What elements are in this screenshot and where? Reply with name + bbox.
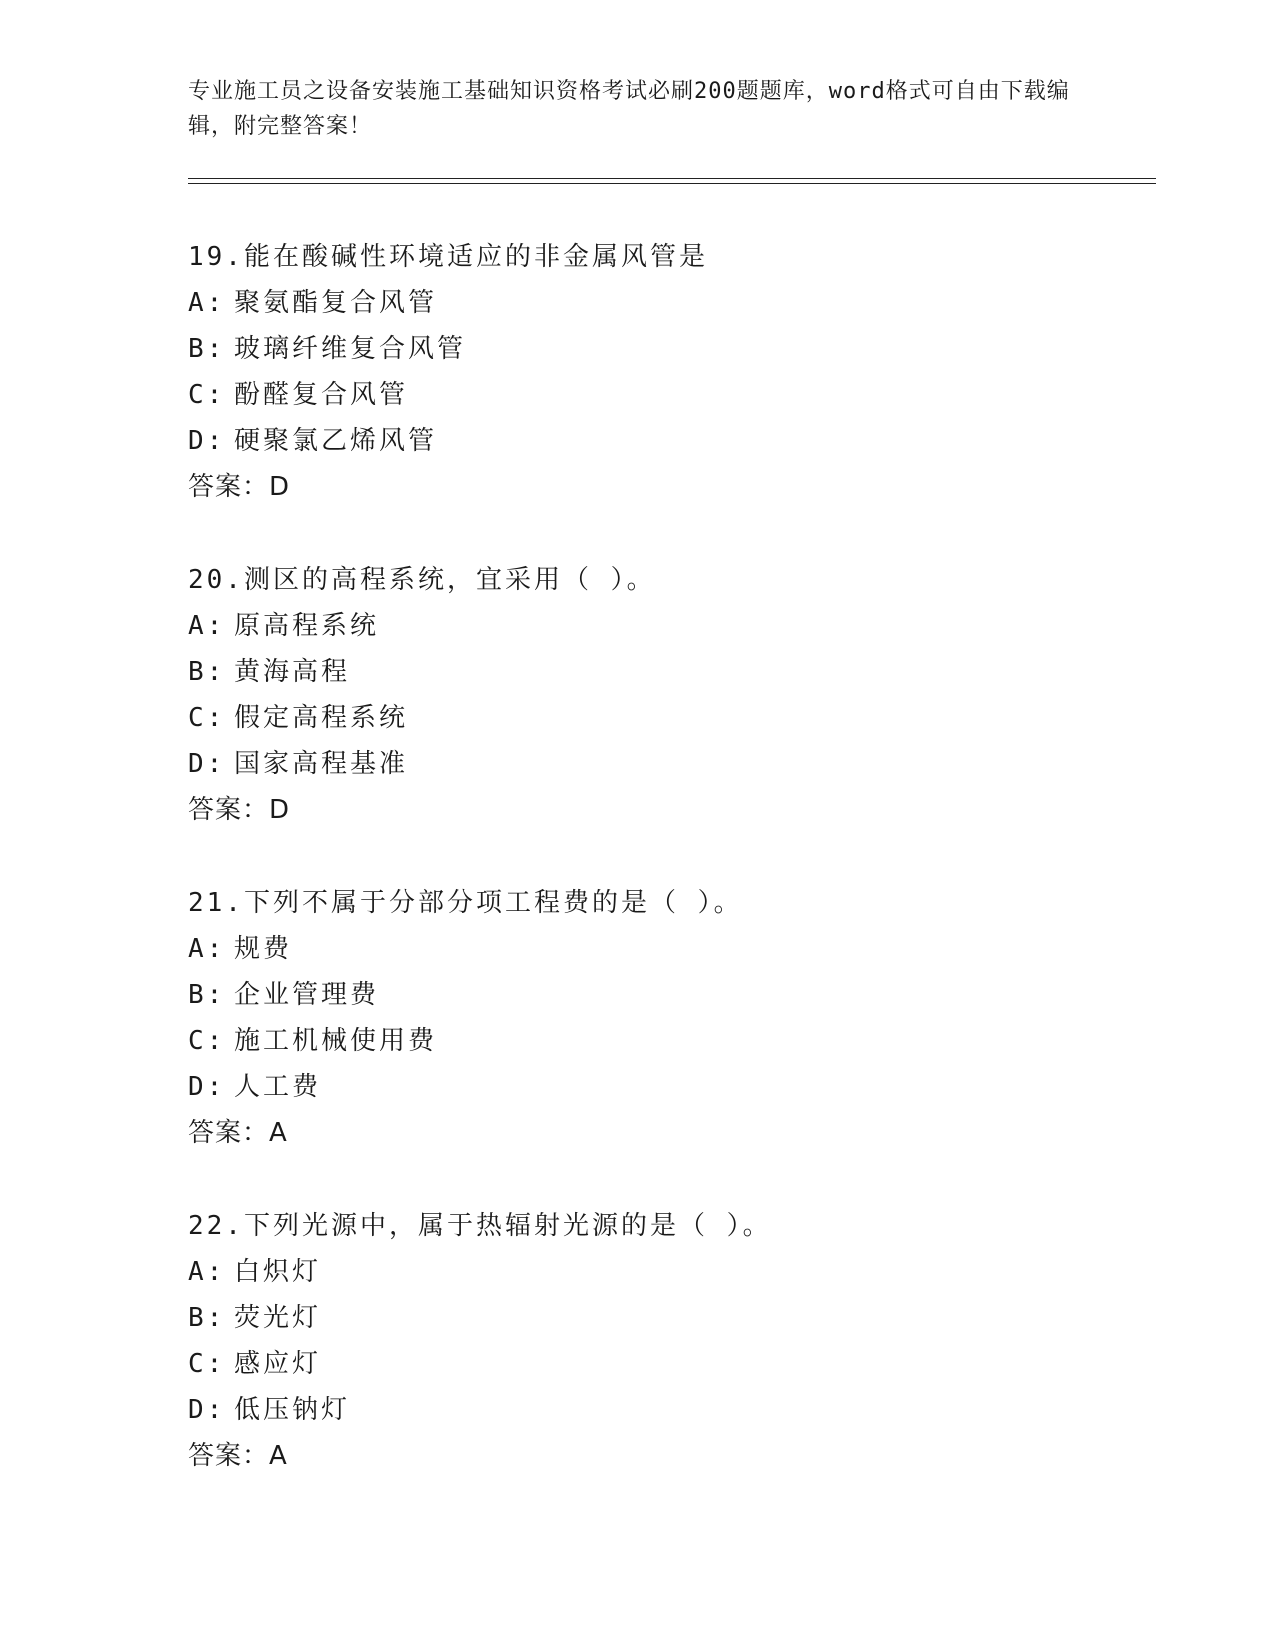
option-letter: C: bbox=[188, 1026, 226, 1056]
option-letter: B: bbox=[188, 980, 226, 1010]
question-stem: 22.下列光源中，属于热辐射光源的是（ ）。 bbox=[188, 1211, 772, 1241]
option-text: 企业管理费 bbox=[234, 980, 380, 1010]
option-text: 假定高程系统 bbox=[234, 703, 409, 733]
question-stem: 20.测区的高程系统，宜采用（ ）。 bbox=[188, 565, 656, 595]
option-a bbox=[188, 280, 1148, 326]
option-letter: D: bbox=[188, 749, 226, 779]
option-text: 国家高程基准 bbox=[234, 749, 409, 779]
option-b bbox=[188, 972, 1148, 1018]
question-21 bbox=[188, 880, 1148, 1156]
option-c bbox=[188, 1341, 1148, 1387]
option-b bbox=[188, 1295, 1148, 1341]
question-22 bbox=[188, 1203, 1148, 1479]
option-text: 原高程系统 bbox=[234, 611, 380, 641]
answer-line: 答案：A bbox=[188, 1441, 288, 1471]
option-d bbox=[188, 1387, 1148, 1433]
answer-line: 答案：D bbox=[188, 472, 291, 502]
option-text: 规费 bbox=[234, 934, 293, 964]
option-letter: C: bbox=[188, 380, 226, 410]
question-20 bbox=[188, 557, 1148, 833]
option-letter: B: bbox=[188, 334, 226, 364]
option-d bbox=[188, 741, 1148, 787]
option-letter: A: bbox=[188, 288, 226, 318]
option-b bbox=[188, 649, 1148, 695]
option-letter: C: bbox=[188, 1349, 226, 1379]
option-d bbox=[188, 1064, 1148, 1110]
option-text: 低压钠灯 bbox=[234, 1395, 351, 1425]
option-b bbox=[188, 326, 1148, 372]
option-letter: B: bbox=[188, 657, 226, 687]
question-stem: 19.能在酸碱性环境适应的非金属风管是 bbox=[188, 242, 708, 272]
question-list bbox=[188, 234, 1148, 1479]
option-d bbox=[188, 418, 1148, 464]
option-text: 荧光灯 bbox=[234, 1303, 322, 1333]
option-letter: D: bbox=[188, 426, 226, 456]
option-letter: C: bbox=[188, 703, 226, 733]
header-divider-bottom bbox=[188, 183, 1156, 184]
option-text: 黄海高程 bbox=[234, 657, 351, 687]
option-text: 白炽灯 bbox=[234, 1257, 322, 1287]
option-letter: D: bbox=[188, 1395, 226, 1425]
option-text: 硬聚氯乙烯风管 bbox=[234, 426, 438, 456]
option-letter: A: bbox=[188, 934, 226, 964]
option-letter: D: bbox=[188, 1072, 226, 1102]
option-a bbox=[188, 926, 1148, 972]
answer-line: 答案：A bbox=[188, 1118, 288, 1148]
option-c bbox=[188, 372, 1148, 418]
question-19 bbox=[188, 234, 1148, 510]
option-c bbox=[188, 695, 1148, 741]
answer-line: 答案：D bbox=[188, 795, 291, 825]
option-text: 酚醛复合风管 bbox=[234, 380, 409, 410]
option-text: 人工费 bbox=[234, 1072, 322, 1102]
option-text: 玻璃纤维复合风管 bbox=[234, 334, 467, 364]
option-text: 聚氨酯复合风管 bbox=[234, 288, 438, 318]
question-stem: 21.下列不属于分部分项工程费的是（ ）。 bbox=[188, 888, 743, 918]
option-letter: A: bbox=[188, 611, 226, 641]
option-letter: A: bbox=[188, 1257, 226, 1287]
option-letter: B: bbox=[188, 1303, 226, 1333]
document-header: 专业施工员之设备安装施工基础知识资格考试必刷200题题库，word格式可自由下载编辑，附完整答案！ bbox=[188, 79, 1070, 139]
option-text: 感应灯 bbox=[234, 1349, 322, 1379]
header-divider-top bbox=[188, 178, 1156, 179]
option-a bbox=[188, 603, 1148, 649]
option-a bbox=[188, 1249, 1148, 1295]
option-text: 施工机械使用费 bbox=[234, 1026, 438, 1056]
option-c bbox=[188, 1018, 1148, 1064]
